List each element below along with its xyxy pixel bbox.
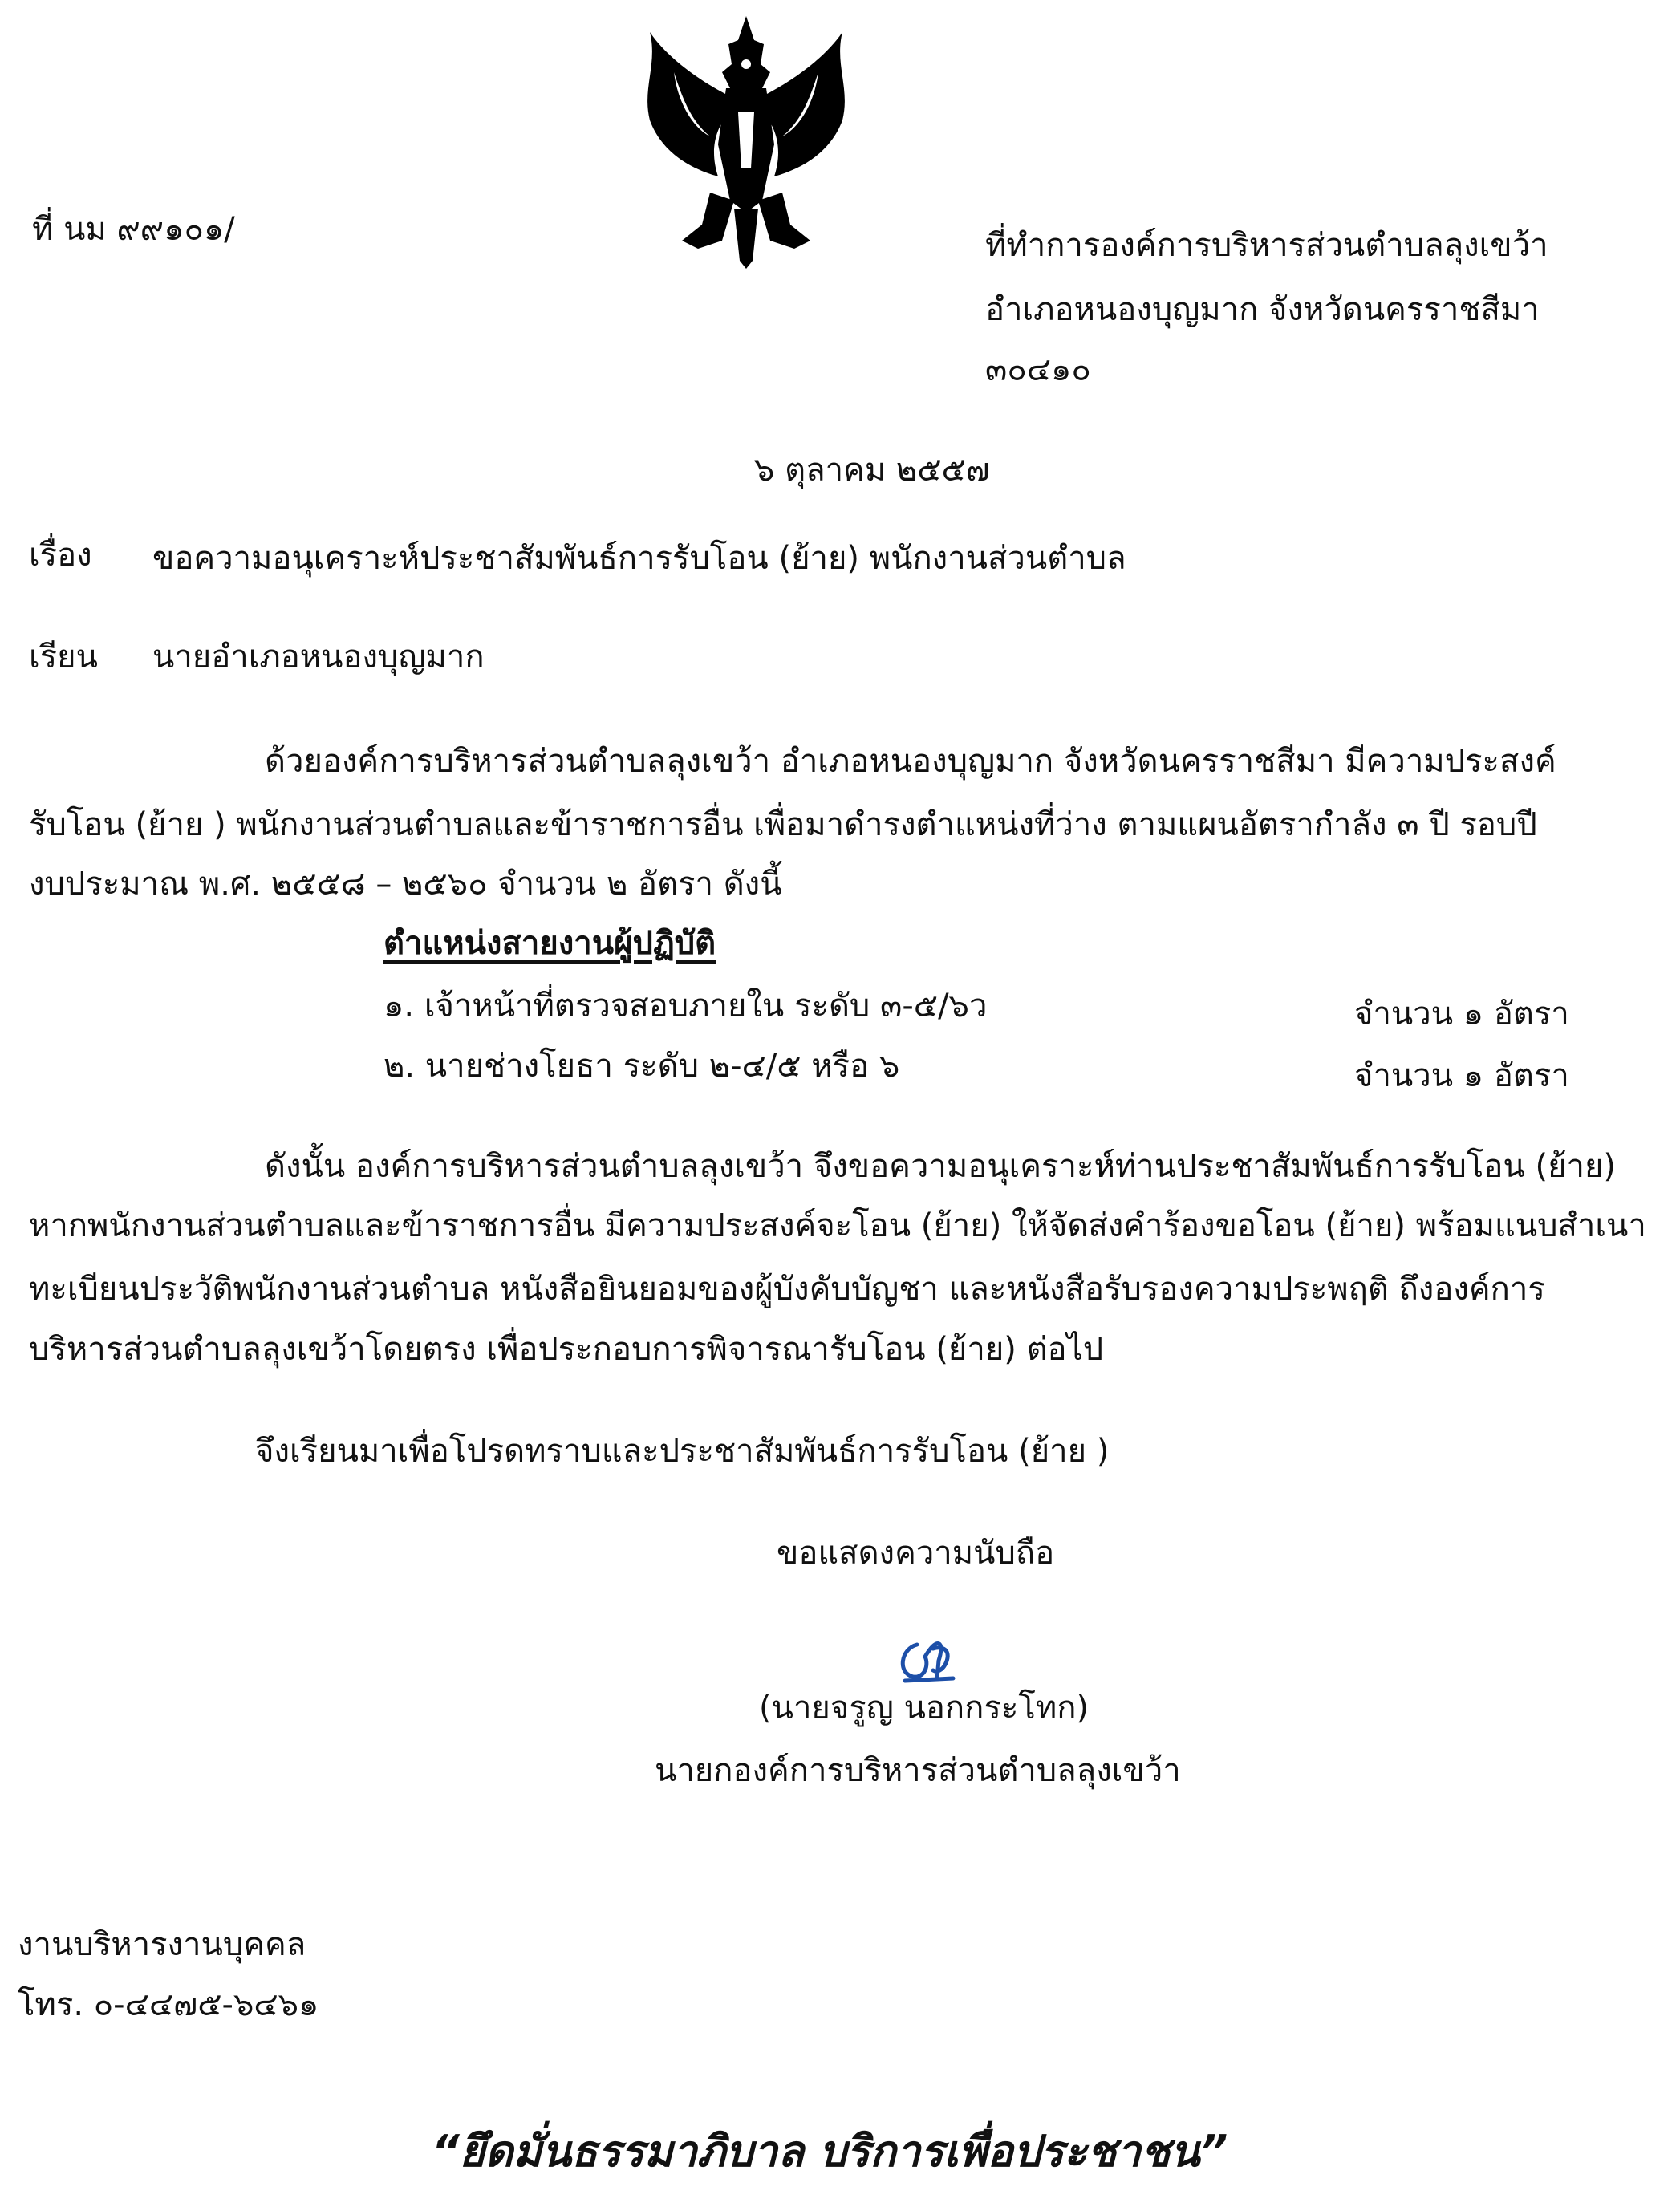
paragraph-2-line-1: ดังนั้น องค์การบริหารส่วนตำบลลุงเขว้า จึงขอความอนุเคราะห์ท่านประชาสัมพันธ์การรับโอน (ย้าย) (265, 1148, 1617, 1185)
motto: “ยึดมั่นธรรมาภิบาล บริการเพื่อประชาชน” (432, 2126, 1228, 2177)
paragraph-2-line-4: บริหารส่วนตำบลลุงเขว้าโดยตรง เพื่อประกอบการพิจารณารับโอน (ย้าย) ต่อไป (29, 1331, 1104, 1368)
signer-title: นายกองค์การบริหารส่วนตำบลลุงเขว้า (655, 1752, 1181, 1789)
recipient-text: นายอำเภอหนองบุญมาก (152, 639, 485, 676)
sender-address-line-2: อำเภอหนองบุญมาก จังหวัดนครราชสีมา (985, 291, 1540, 328)
positions-heading: ตำแหน่งสายงานผู้ปฏิบัติ (383, 925, 716, 962)
paragraph-3: จึงเรียนมาเพื่อโปรดทราบและประชาสัมพันธ์การรับโอน (ย้าย ) (255, 1433, 1110, 1470)
subject-label: เรื่อง (29, 537, 92, 574)
garuda-emblem-icon (626, 8, 866, 273)
paragraph-1-line-1: ด้วยองค์การบริหารส่วนตำบลลุงเขว้า อำเภอหนองบุญมาก จังหวัดนครราชสีมา มีความประสงค์ (265, 743, 1556, 780)
paragraph-1-line-2: รับโอน (ย้าย ) พนักงานส่วนตำบลและข้าราชการอื่น เพื่อมาดำรงตำแหน่งที่ว่าง ตามแผนอัตรากำลัง ๓ ปี รอบปี (29, 806, 1537, 843)
sender-postal-code: ๓๐๔๑๐ (985, 351, 1091, 388)
letter-date: ๖ ตุลาคม ๒๕๕๗ (754, 452, 990, 489)
phone-number: โทร. ๐-๔๔๗๕-๖๔๖๑ (18, 1986, 319, 2023)
recipient-label: เรียน (29, 639, 98, 676)
position-item-2: ๒. นายช่างโยธา ระดับ ๒-๔/๕ หรือ ๖ (383, 1048, 900, 1085)
handwritten-signature-icon (889, 1629, 961, 1693)
position-item-1-count: จำนวน ๑ อัตรา (1354, 996, 1569, 1033)
paragraph-2-line-3: ทะเบียนประวัติพนักงานส่วนตำบล หนังสือยินยอมของผู้บังคับบัญชา และหนังสือรับรองความประพฤติ ถึงองค์การ (29, 1271, 1545, 1308)
signer-name: (นายจรูญ นอกกระโทก) (759, 1690, 1090, 1726)
subject-text: ขอความอนุเคราะห์ประชาสัมพันธ์การรับโอน (ย้าย) พนักงานส่วนตำบล (152, 540, 1126, 577)
sender-address-line-1: ที่ทำการองค์การบริหารส่วนตำบลลุงเขว้า (985, 227, 1548, 264)
closing-phrase: ขอแสดงความนับถือ (777, 1535, 1055, 1572)
paragraph-2-line-2: หากพนักงานส่วนตำบลและข้าราชการอื่น มีความประสงค์จะโอน (ย้าย) ให้จัดส่งคำร้องขอโอน (ย้าย) พร้อมแนบสำเนา (29, 1207, 1646, 1244)
paragraph-1-line-3: งบประมาณ พ.ศ. ๒๕๕๘ – ๒๕๖๐ จำนวน ๒ อัตรา ดังนี้ (29, 866, 782, 903)
department-name: งานบริหารงานบุคคล (18, 1926, 306, 1963)
reference-number: ที่ นม ๙๙๑๐๑/ (32, 211, 235, 248)
position-item-2-count: จำนวน ๑ อัตรา (1354, 1057, 1569, 1094)
position-item-1: ๑. เจ้าหน้าที่ตรวจสอบภายใน ระดับ ๓-๕/๖ว (383, 988, 988, 1024)
